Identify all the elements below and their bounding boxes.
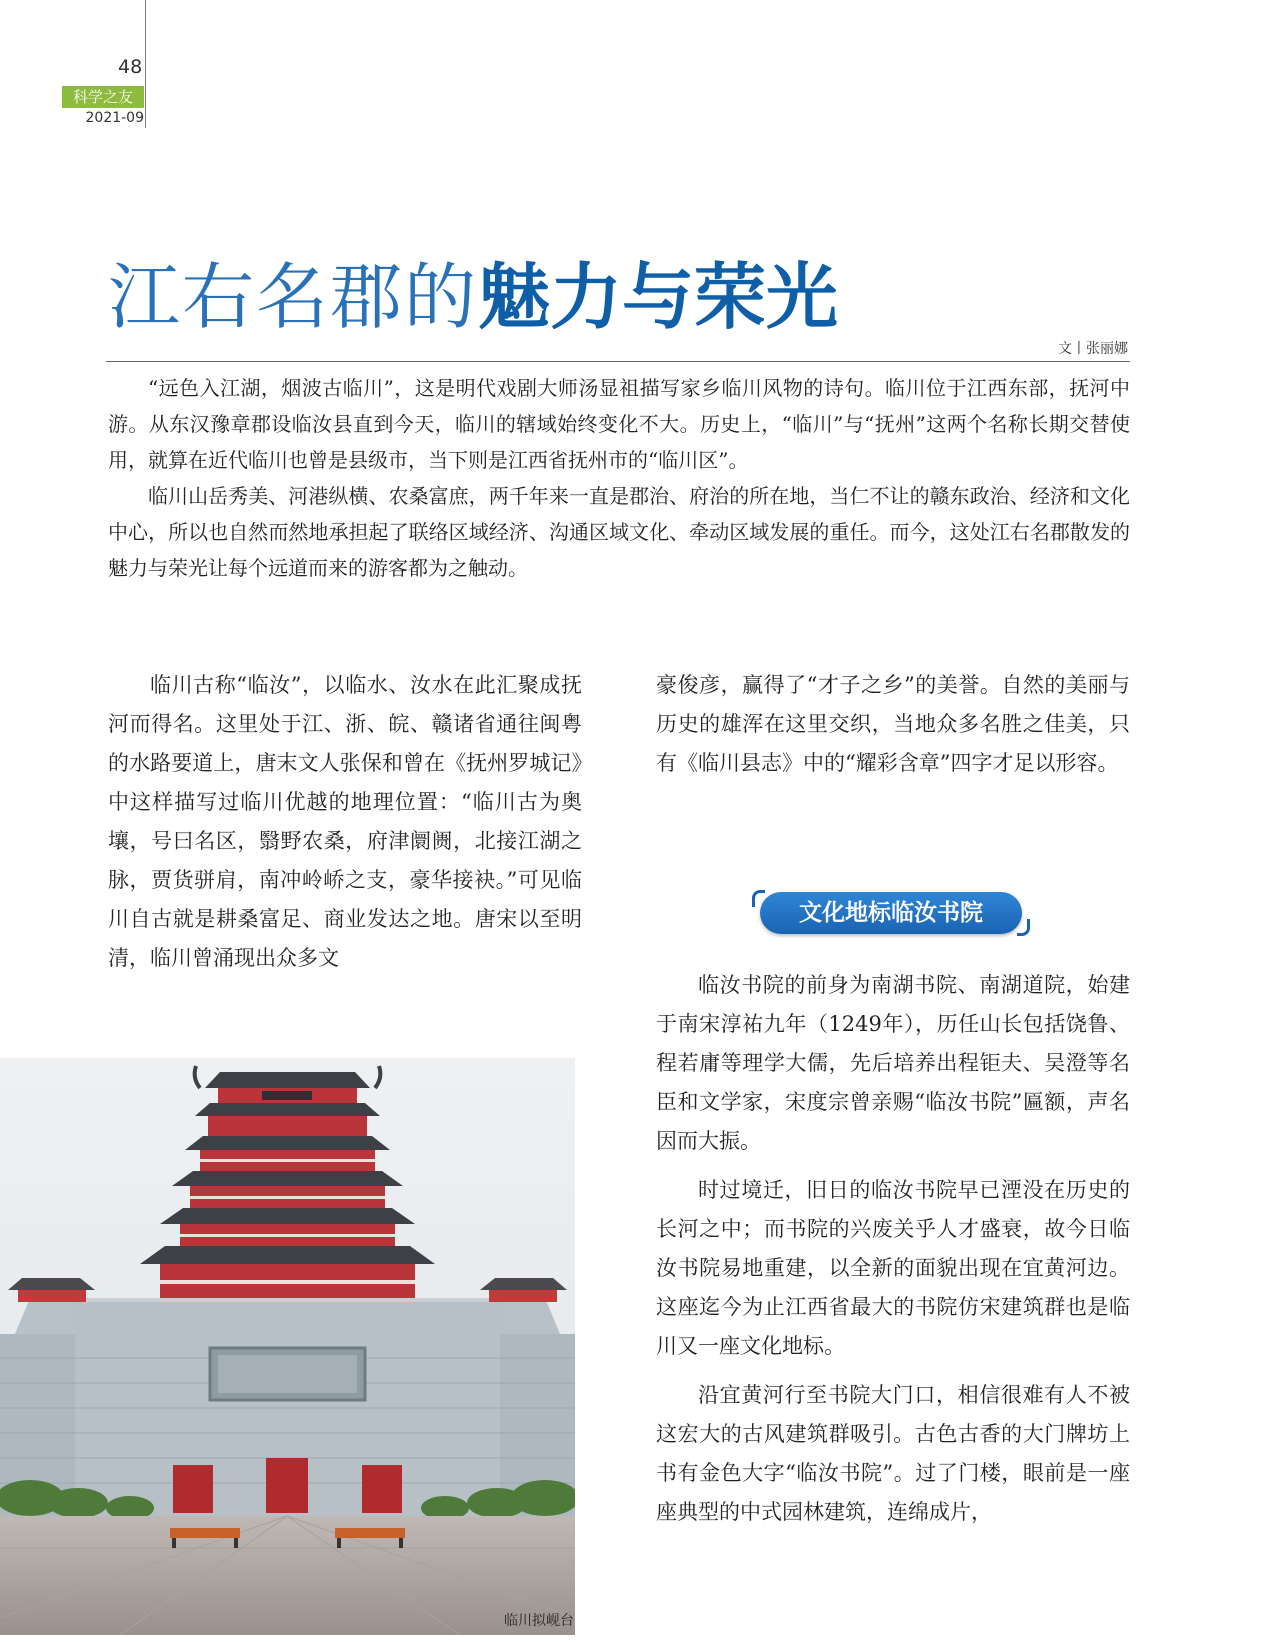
body-paragraph: 时过境迁，旧日的临汝书院早已湮没在历史的长河之中；而书院的兴废关乎人才盛衰，故今日临汝书院易地重建，以全新的面貌出现在宜黄河边。这座迄今为止江西省最大的书院仿宋建筑群也是临川又一座文化地标。 — [656, 1178, 1130, 1358]
article-title — [108, 252, 838, 342]
right-column-top — [656, 666, 1130, 783]
section-heading-text: 文化地标临汝书院 — [799, 900, 983, 926]
intro-paragraph: 临川山岳秀美、河港纵横、农桑富庶，两千年来一直是郡治、府治的所在地，当仁不让的赣东政治、经济和文化中心，所以也自然而然地承担起了联络区域经济、沟通区域文化、牵动区域发展的重任。而今，这处江右名郡散发的魅力与荣光让每个远道而来的游客都为之触动。 — [108, 484, 1130, 580]
article-title-light: 江右名郡的 — [108, 255, 479, 339]
issue-date: 2021-09 — [85, 110, 144, 126]
photo-caption: 临川拟岘台 — [504, 1613, 574, 1629]
article-title-bold: 魅力与荣光 — [478, 255, 839, 339]
body-paragraph: 临汝书院的前身为南湖书院、南湖道院，始建于南宋淳祐九年（1249年），历任山长包括饶鲁、程若庸等理学大儒，先后培养出程钜夫、吴澄等名臣和文学家，宋度宗曾亲赐“临汝书院”匾额，声名因而大振。 — [656, 973, 1130, 1153]
author-byline: 文丨张丽娜 — [1058, 341, 1128, 357]
title-rule — [106, 361, 1130, 362]
header-divider — [145, 0, 146, 128]
right-column-bottom — [656, 966, 1130, 1542]
body-paragraph: 临川古称“临汝”，以临水、汝水在此汇聚成抚河而得名。这里处于江、浙、皖、赣诸省通往闽粤的水路要道上，唐末文人张保和曾在《抚州罗城记》中这样描写过临川优越的地理位置：“临川古为奥壤，号曰名区，翳野农桑，府津阛阓，北接江湖之脉，贾货骈肩，南冲岭峤之支，豪华接袂。”可见临川自古就是耕桑富足、商业发达之地。唐宋以至明清，临川曾涌现出众多文 — [108, 673, 582, 970]
body-paragraph: 沿宜黄河行至书院大门口，相信很难有人不被这宏大的古风建筑群吸引。古色古香的大门牌坊上书有金色大字“临汝书院”。过了门楼，眼前是一座座典型的中式园林建筑，连绵成片， — [656, 1383, 1130, 1524]
body-paragraph: 豪俊彦，赢得了“才子之乡”的美誉。自然的美丽与历史的雄浑在这里交织，当地众多名胜之佳美，只有《临川县志》中的“耀彩含章”四字才足以形容。 — [656, 673, 1130, 775]
left-column — [108, 666, 582, 978]
intro-paragraph: “远色入江湖，烟波古临川”，这是明代戏剧大师汤显祖描写家乡临川风物的诗句。临川位于江西东部，抚河中游。从东汉豫章郡设临汝县直到今天，临川的辖域始终变化不大。历史上，“临川”与“抚州”这两个名称长期交替使用，就算在近代临川也曾是县级市，当下则是江西省抚州市的“临川区”。 — [108, 376, 1130, 472]
magazine-name: 科学之友 — [62, 86, 144, 108]
page-number: 48 — [118, 56, 143, 78]
pavilion-illustration — [0, 1058, 575, 1635]
section-heading — [752, 890, 1030, 936]
pavilion-photo — [0, 1058, 575, 1635]
intro-block — [108, 370, 1130, 586]
